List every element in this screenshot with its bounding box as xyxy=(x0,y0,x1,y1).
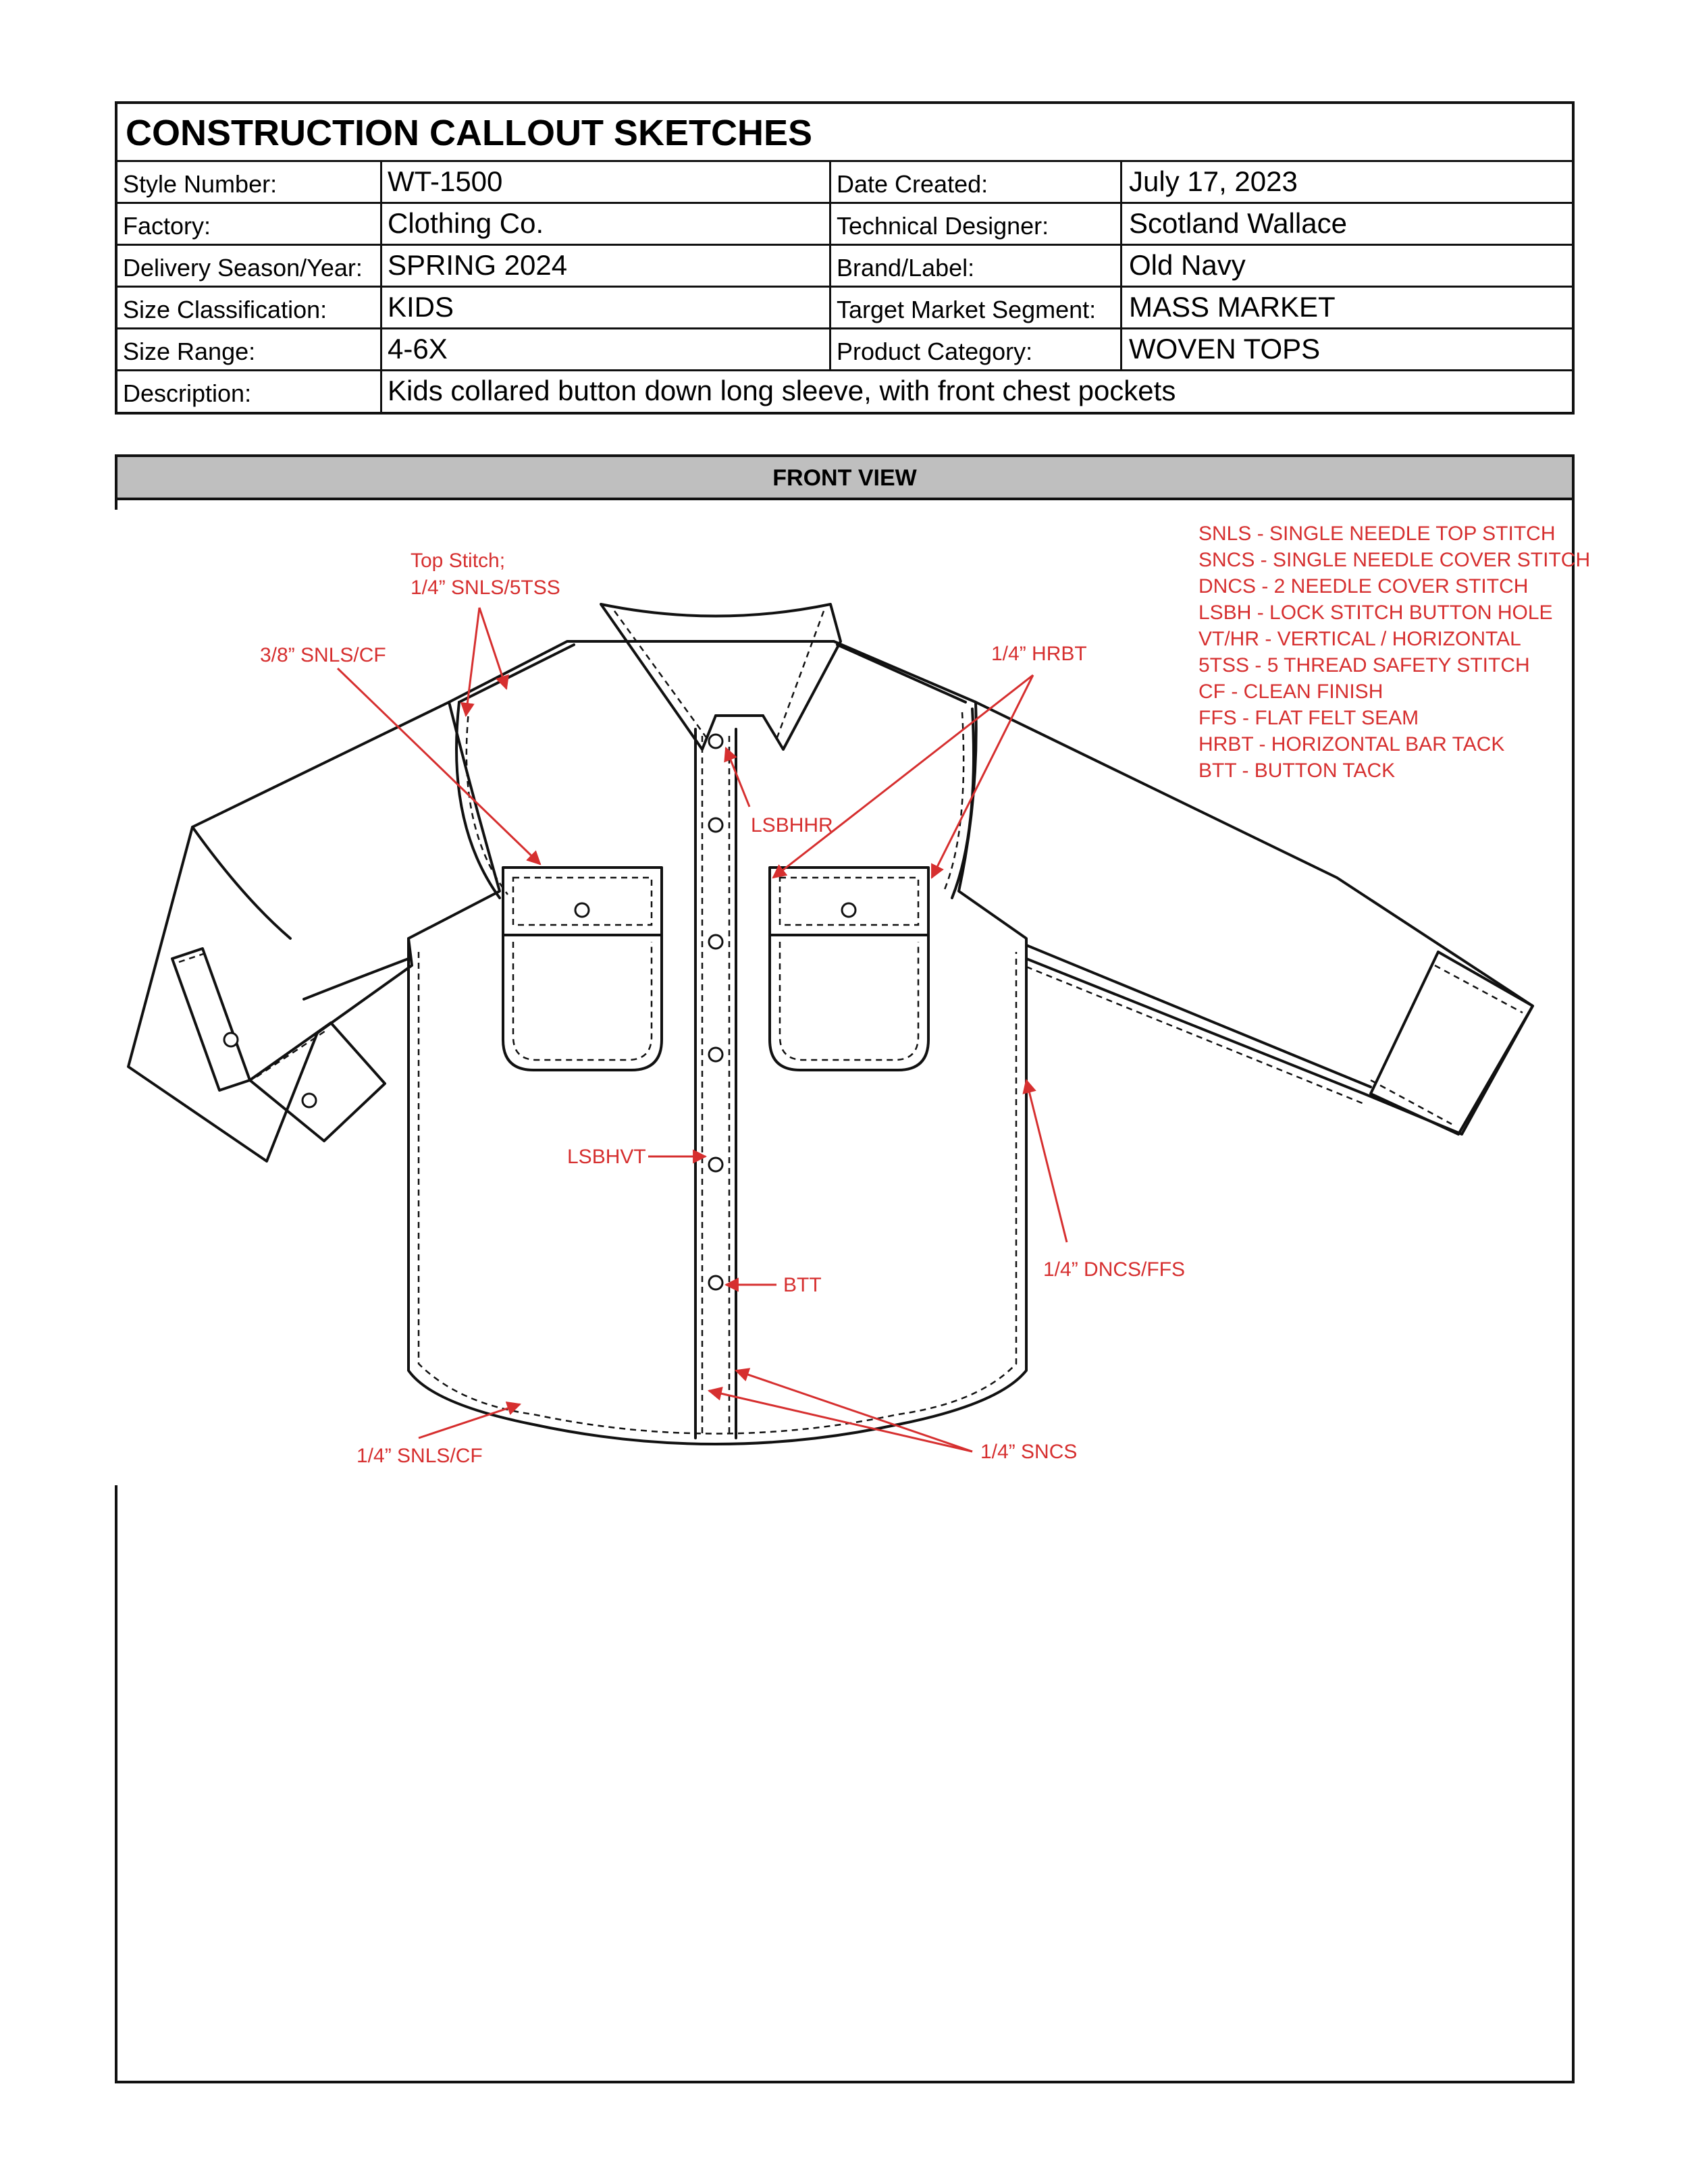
button xyxy=(709,1048,722,1061)
legend-item: BTT - BUTTON TACK xyxy=(1198,760,1396,782)
brand-label: Brand/Label: xyxy=(831,246,1122,286)
callout-arrow xyxy=(773,675,1033,878)
size-range-label: Size Range: xyxy=(117,329,382,369)
legend-item: FFS - FLAT FELT SEAM xyxy=(1198,707,1419,729)
size-class-value: KIDS xyxy=(382,288,831,327)
left-sleeve xyxy=(128,702,449,1161)
callout-arrow xyxy=(338,668,540,864)
callout-lsbhvt: LSBHVT xyxy=(567,1146,646,1168)
callout-snls-cf-38: 3/8” SNLS/CF xyxy=(260,644,386,666)
brand-value: Old Navy xyxy=(1129,249,1246,281)
date-created-label: Date Created: xyxy=(831,162,1122,202)
date-created-value: July 17, 2023 xyxy=(1129,165,1298,197)
callout-arrow xyxy=(466,608,479,716)
legend-item: SNCS - SINGLE NEEDLE COVER STITCH xyxy=(1198,549,1591,571)
button xyxy=(224,1033,238,1046)
callout-arrow xyxy=(479,608,506,689)
front-view-header: FRONT VIEW xyxy=(115,454,1575,500)
legend-item: DNCS - 2 NEEDLE COVER STITCH xyxy=(1198,575,1529,597)
style-number-label: Style Number: xyxy=(117,162,382,202)
legend-item: 5TSS - 5 THREAD SAFETY STITCH xyxy=(1198,654,1530,676)
collar xyxy=(601,604,841,749)
callout-sncs: 1/4” SNCS xyxy=(980,1441,1078,1463)
size-class-label: Size Classification: xyxy=(117,288,382,327)
button xyxy=(709,1158,722,1171)
factory-label: Factory: xyxy=(117,204,382,244)
callout-snls-cf-14: 1/4” SNLS/CF xyxy=(357,1445,483,1467)
button xyxy=(709,735,722,748)
callout-arrow xyxy=(419,1404,520,1438)
legend-item: VT/HR - VERTICAL / HORIZONTAL xyxy=(1198,628,1521,650)
button xyxy=(575,903,589,917)
factory-value: Clothing Co. xyxy=(382,204,831,244)
document-title: CONSTRUCTION CALLOUT SKETCHES xyxy=(117,104,1572,162)
legend-item: SNLS - SINGLE NEEDLE TOP STITCH xyxy=(1198,523,1556,545)
callout-btt: BTT xyxy=(783,1274,822,1296)
tech-designer-value: Scotland Wallace xyxy=(1129,207,1347,239)
season-value: SPRING 2024 xyxy=(382,246,831,286)
callout-top-stitch-spec: 1/4” SNLS/5TSS xyxy=(411,577,560,599)
button xyxy=(709,935,722,949)
button xyxy=(709,1276,722,1289)
callout-dncs-ffs: 1/4” DNCS/FFS xyxy=(1043,1258,1186,1281)
button xyxy=(709,818,722,832)
callout-arrow xyxy=(1026,1080,1067,1242)
target-market-label: Target Market Segment: xyxy=(831,288,1122,327)
description-label: Description: xyxy=(117,371,382,413)
button xyxy=(842,903,855,917)
callout-hrbt: 1/4” HRBT xyxy=(991,643,1087,665)
left-pocket xyxy=(503,932,662,1070)
target-market-value: MASS MARKET xyxy=(1129,291,1336,323)
legend-item: LSBH - LOCK STITCH BUTTON HOLE xyxy=(1198,602,1553,624)
tech-designer-label: Technical Designer: xyxy=(831,204,1122,244)
button xyxy=(302,1094,316,1107)
category-value: WOVEN TOPS xyxy=(1129,333,1321,365)
description-value: Kids collared button down long sleeve, with front chest pockets xyxy=(388,375,1176,406)
category-label: Product Category: xyxy=(831,329,1122,369)
right-pocket xyxy=(770,932,928,1070)
style-number-value: WT-1500 xyxy=(382,162,831,202)
season-label: Delivery Season/Year: xyxy=(117,246,382,286)
shirt-body xyxy=(408,641,1026,1444)
callout-lsbhhr: LSBHHR xyxy=(751,814,833,836)
stitch-legend xyxy=(1198,523,1590,782)
callout-arrow xyxy=(726,748,749,807)
left-cuff xyxy=(250,1023,385,1141)
legend-item: HRBT - HORIZONTAL BAR TACK xyxy=(1198,733,1505,755)
size-range-value: 4-6X xyxy=(382,329,831,369)
callout-top-stitch: Top Stitch; xyxy=(411,550,506,572)
callout-arrow xyxy=(736,1370,972,1451)
legend-item: CF - CLEAN FINISH xyxy=(1198,681,1383,703)
